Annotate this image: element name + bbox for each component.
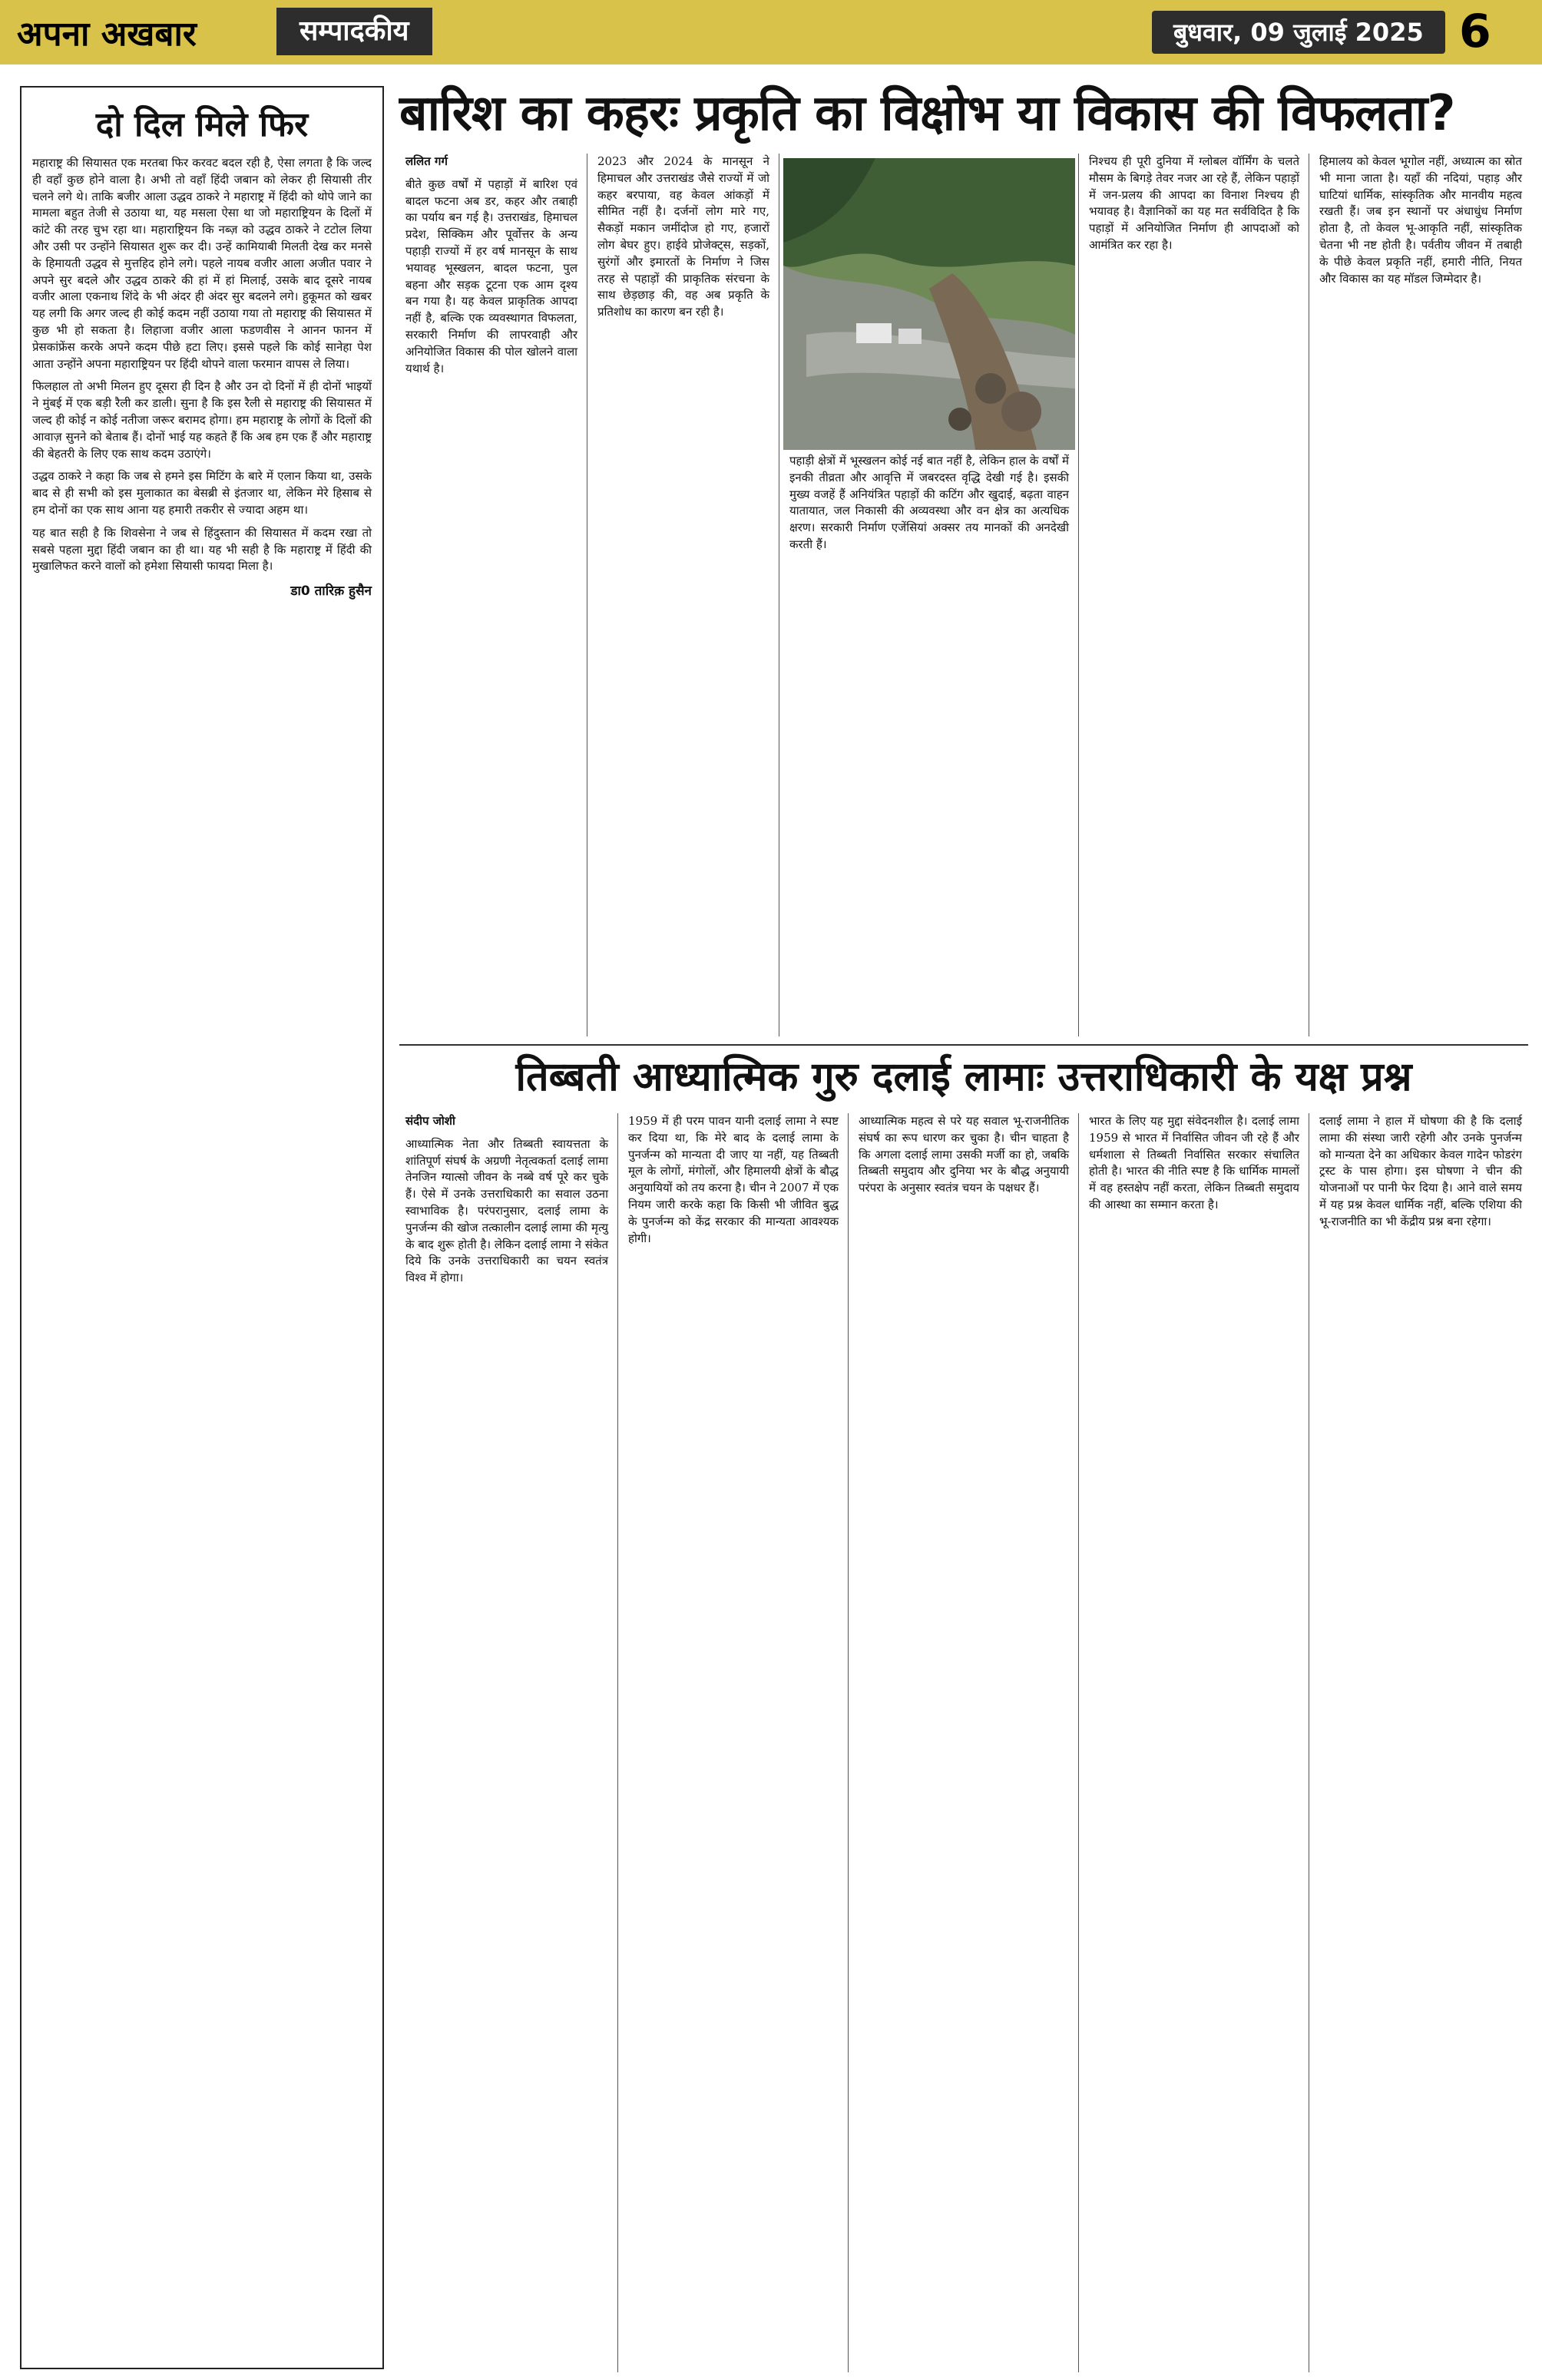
left-article-byline: डा0 तारिक़ हुसैन [290,583,372,600]
column-rule [1078,154,1079,1036]
author: संदीप जोशी [405,1114,455,1128]
paragraph: निश्चय ही पूरी दुनिया में ग्लोबल वॉर्मिंग के चलते मौसम के बिगड़े तेवर नजर आ रहे हैं, लेकिन पहाड़ों में जन-प्रलय की आपदा का विनाश निश्चय ही भयावह है। वैज्ञानिकों का यह मत सर्वविदित है कि पहाड़ों में अनियोजित निर्माण ही आपदाओं को आमंत्रित कर रहा है। [1089,154,1299,252]
paragraph: आध्यात्मिक नेता और तिब्बती स्वायत्तता के शांतिपूर्ण संघर्ष के अग्रणी नेतृत्वकर्ता दलाई लामा तेनजिन ग्यात्सो जीवन के नब्बे वर्ष पूरे कर चुके हैं। ऐसे में उनके उत्तराधिकारी का सवाल उठना स्वाभाविक है। परंपरानुसार, दलाई लामा के पुनर्जन्म की खोज तत्कालीन दलाई लामा की मृत्यु के बाद शुरू होती है। लेकिन दलाई लामा ने संकेत दिये कि उनके उत्तराधिकारी का चयन स्वतंत्र विश्व में होगा। [405,1136,608,1285]
column-rule [848,1113,849,2372]
paragraph: 2023 और 2024 के मानसून ने हिमाचल और उत्तराखंड जैसे राज्यों में जो कहर बरपाया, वह केवल आंकड़ों में सीमित नहीं है। दर्जनों लोग मारे गए, सैकड़ों मकान जमींदोज हो गए, हजारों लोग बेघर हुए। हाईवे प्रोजेक्ट्स, सड़कों, सुरंगों और इमारतों के निर्माण ने जिस तरह से पहाड़ों की प्राकृतिक संरचना के साथ छेड़छाड़ की, वह अब प्रकृति के प्रतिशोध का कारण बन रही है। [597,154,769,319]
paragraph: उद्धव ठाकरे ने कहा कि जब से हमने इस मिटिंग के बारे में एलान किया था, उसके बाद से ही सभी को इस मुलाकात का बेसब्री से इंतजार था, लेकिन मेरे हिसाब से हम दोनों का एक साथ आना यह हमारी तकरीर से ज्यादा अहम था। [32,469,372,517]
paragraph: फिलहाल तो अभी मिलन हुए दूसरा ही दिन है और उन दो दिनों में ही दोनों भाइयों ने मुंबई में एक बड़ी रैली कर डाली। सुना है कि इस रैली से महाराष्ट्र की सियासत में जल्द ही कोई न कोई नतीजा जरूर बरामद होगा। हम महाराष्ट्र के लोगों के दिलों की आवाज़ सुनने को बेताब हैं। दोनों भाई यह कहते हैं कि अब हम एक हैं और महाराष्ट्र की बेहतरी के लिए एक साथ कदम उठाएंगे। [32,379,372,461]
paragraph: यह बात सही है कि शिवसेना ने जब से हिंदुस्तान की सियासत में कदम रखा तो सबसे पहला मुद्दा हिंदी जबान का ही था। यह भी सही है कि महाराष्ट्र में हिंदी की मुखालिफत करने वालों को हमेशा सियासी फायदा मिला है। [32,525,372,574]
masthead [0,0,1542,64]
column-rule [1078,1113,1079,2372]
left-article-title: दो दिल मिले फिर [95,105,309,144]
second-headline: तिब्बती आध्यात्मिक गुरु दलाई लामाः उत्तराधिकारी के यक्ष प्रश्न [399,1044,1528,1104]
main-article-col-3 [783,453,1075,1036]
issue-date: बुधवार, 09 जुलाई 2025 [1152,11,1445,54]
paragraph: भारत के लिए यह मुद्दा संवेदनशील है। दलाई लामा 1959 से भारत में निर्वासित जीवन जी रहे हैं और धर्मशाला से तिब्बती निर्वासित सरकार संचालित होती है। भारत की नीति स्पष्ट है कि धार्मिक मामलों में वह हस्तक्षेप नहीं करता, लेकिन तिब्बती समुदाय की आस्था का सम्मान करता है। [1089,1114,1299,1211]
second-article-col-1 [399,1113,614,2372]
second-article-col-2 [622,1113,845,2372]
second-article-col-4 [1083,1113,1305,2372]
author: ललित गर्ग [405,154,448,168]
page-number: 6 [1459,5,1491,58]
paragraph: पहाड़ी क्षेत्रों में भूस्खलन कोई नई बात नहीं है, लेकिन हाल के वर्षों में इनकी तीव्रता और आवृत्ति में जबरदस्त वृद्धि देखी गई है। इसकी मुख्य वजहें हैं अनियंत्रित पहाड़ों की कटिंग और खुदाई, बढ़ता वाहन यातायात, जल निकासी की अव्यवस्था और वन क्षेत्र का अत्यधिक क्षरण। सरकारी निर्माण एजेंसियां अक्सर तय मानकों की अनदेखी करती हैं। [789,454,1069,551]
paragraph: आध्यात्मिक महत्व से परे यह सवाल भू-राजनीतिक संघर्ष का रूप धारण कर चुका है। चीन चाहता है कि अगला दलाई लामा उसकी मर्जी का हो, जबकि तिब्बती समुदाय और दुनिया भर के बौद्ध अनुयायी परंपरा के अनुसार स्वतंत्र चयन के पक्षधर हैं। [859,1114,1069,1195]
main-article-col-2 [591,154,776,1036]
left-article-body [22,155,382,575]
paragraph: बीते कुछ वर्षों में पहाड़ों में बारिश एवं बादल फटना अब डर, कहर और तबाही का पर्याय बन गई है। उत्तराखंड, हिमाचल प्रदेश, सिक्किम और पूर्वोत्तर के अन्य पहाड़ी राज्यों में हर वर्ष मानसून के साथ भयावह भूस्खलन, बादल फटना, पुल बहना और सड़क टूटना एक आम दृश्य बन गया है। यह केवल प्राकृतिक आपदा नहीं है, बल्कि एक व्यवस्थागत विफलता, सरकारी निर्माण की लापरवाही और अनियोजित विकास की पोल खोलने वाला यथार्थ है। [405,177,577,375]
paragraph: 1959 में ही परम पावन यानी दलाई लामा ने स्पष्ट कर दिया था, कि मेरे बाद के दलाई लामा के पुनर्जन्म को मान्यता दी जाए या नहीं, यह तिब्बती मूल के लोगों, मंगोलों, और हिमालयी क्षेत्रों के बौद्ध अनुयायियों को तय करना है। चीन ने 2007 में एक नियम जारी करके कहा कि किसी भी जीवित बुद्ध के पुनर्जन्म को केंद्र सरकार की मान्यता आवश्यक होगी। [628,1114,839,1245]
left-article [20,86,384,2369]
paragraph: महाराष्ट्र की सियासत एक मरतबा फिर करवट बदल रही है, ऐसा लगता है कि जल्द ही वहाँ कुछ होने वाला है। अभी तो वहाँ हिंदी जबान को लेकर ही सियासी तीर चलने लगे थे। ताकि बजीर आला उद्धव ठाकरे ने महाराष्ट्र में हिंदी को थोपे जाने का मामला बहुत तेजी से उठाया था, यह मसला ऐसा था जो महाराष्ट्रियन के दिलों में कांटे की तरह चुभ रहा था। महाराष्ट्रियन कि नब्ज़ को उद्धव ठाकरे ने टटोल लिया और उसी पर उन्होंने सियासत शुरू कर दी। उन्हें कामियाबी मिलती देख कर मनसे के हिमायती उद्धव से मुत्तहिद होने लगे। पहले नायब वजीर आला अजीत पवार ने अपने सुर बदले और उद्धव ठाकरे की हां में हां मिलाई, उसके बाद दूसरे नायब वजीर आला एकनाथ शिंदे के भी अंदर ही अंदर सुर बदलने लगे। हुकूमत को खबर यह लगी कि अगर जल्द ही कोई कदम नहीं उठाया गया तो महाराष्ट्र की सियासत में कुछ भी हो सकता है। लिहाजा वजीर आला फडणवीस ने आनन फानन में प्रेसकांफ्रेंस करके अपने कदम पीछे हटा लिए। इससे पहले कि कोई सानेहा पेश आता उन्होंने अपना महाराष्ट्रियन पर हिंदी थोपने वाला फरमान वापस ले लिया। [32,156,372,371]
paragraph: दलाई लामा ने हाल में घोषणा की है कि दलाई लामा की संस्था जारी रहेगी और उनके पुनर्जन्म को मान्यता देने का अधिकार केवल गादेन फोडरंग ट्रस्ट के पास होगा। इस घोषणा ने चीन की योजनाओं पर पानी फेर दिया है। आने वाले समय में यह प्रश्न केवल धार्मिक नहीं, बल्कि एशिया की भू-राजनीति का भी केंद्रीय प्रश्न बना रहेगा। [1319,1114,1522,1228]
paper-name: अपना अखबार [17,15,197,54]
paragraph: हिमालय को केवल भूगोल नहीं, अध्यात्म का स्रोत भी माना जाता है। यहाँ की नदियां, पहाड़ और घाटियां धार्मिक, सांस्कृतिक और मानवीय महत्व रखती हैं। जब इन स्थानों पर अंधाधुंध निर्माण होता है, तो केवल भू-आकृति नहीं, सांस्कृतिक चेतना भी नष्ट होती है। पर्वतीय जीवन में तबाही के पीछे केवल प्रकृति नहीं, हमारी नीति, नियत और विकास का यह मॉडल जिम्मेदार है। [1319,154,1522,286]
section-tab: सम्पादकीय [276,8,432,55]
main-article-col-4 [1083,154,1305,1036]
main-headline: बारिश का कहरः प्रकृति का विक्षोभ या विकास की विफलता? [399,85,1455,142]
second-article-col-5 [1313,1113,1528,2372]
landslide-photo [783,158,1075,450]
column-rule [617,1113,618,2372]
main-article-col-5 [1313,154,1528,1036]
main-article-col-1 [399,154,584,1036]
second-article-col-3 [852,1113,1075,2372]
